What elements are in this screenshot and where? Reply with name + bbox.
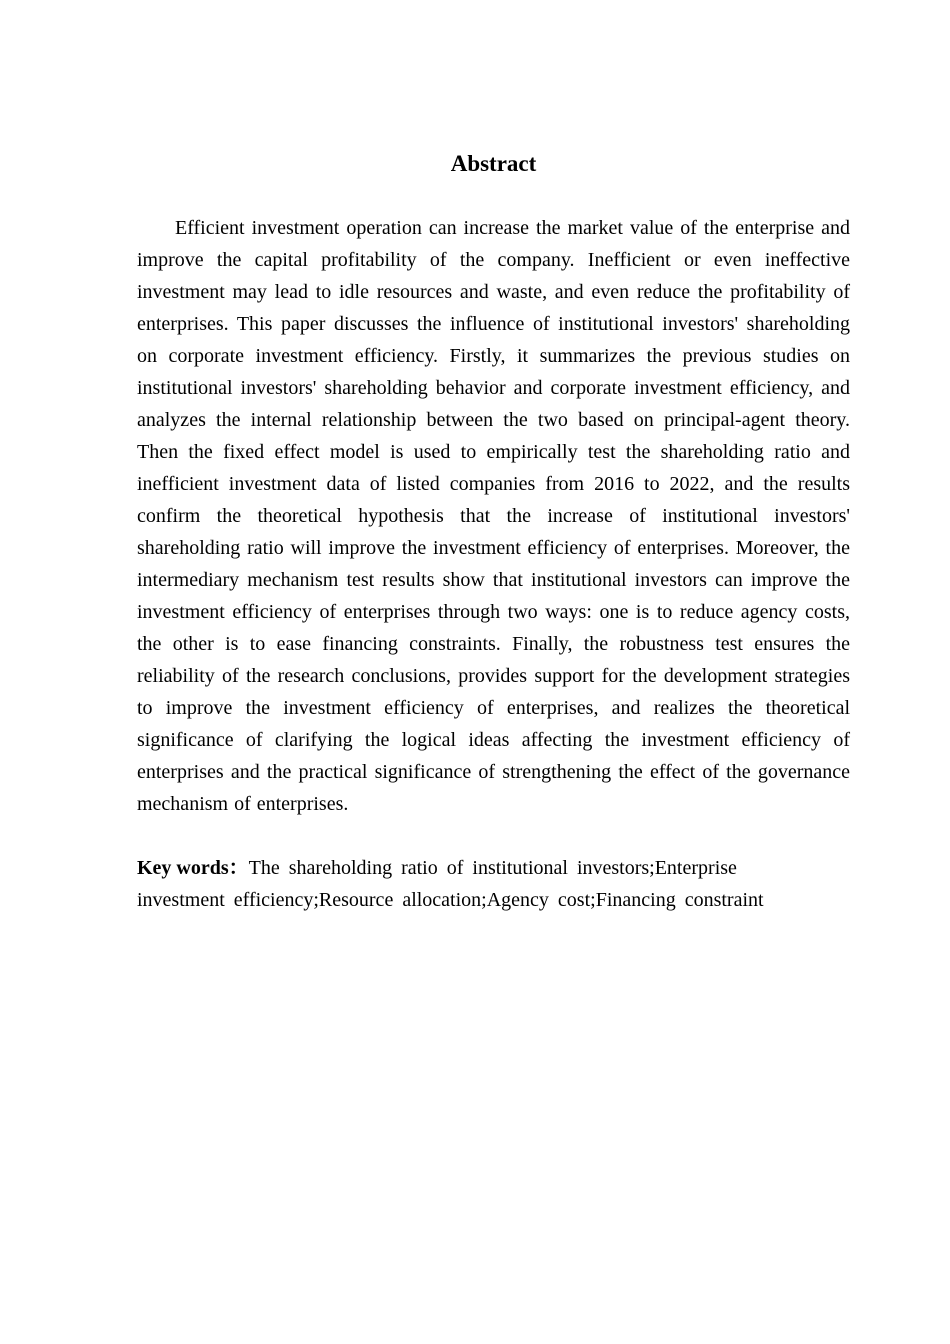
keywords-line-2: investment efficiency;Resource allocation;Agency cost;Financing constraint (137, 889, 764, 911)
abstract-title: Abstract (450, 151, 537, 176)
keywords-paragraph (137, 852, 850, 916)
keywords-separator: ： (228, 857, 249, 879)
abstract-body: Efficient investment operation can increase the market value of the enterprise and improve the capital profitability of the company. Inefficient or even ineffective investment may lead to idle resources and waste, and even reduce the profitability of enterprises. This paper discusses the influence of institutional investors' shareholding on corporate investment efficiency. Firstly, it summarizes the previous studies on institutional investors' shareholding behavior and corporate investment efficiency, and analyzes the internal relationship between the two based on principal-agent theory. Then the fixed effect model is used to empirically test the shareholding ratio and inefficient investment data of listed companies from 2016 to 2022, and the results confirm the theoretical hypothesis that the increase of institutional investors' shareholding ratio will improve the investment efficiency of enterprises. Moreover, the intermediary mechanism test results show that institutional investors can improve the investment efficiency of enterprises through two ways: one is to reduce agency costs, the other is to ease financing constraints. Finally, the robustness test ensures the reliability of the research conclusions, provides support for the development strategies to improve the investment efficiency of enterprises, and realizes the theoretical significance of clarifying the logical ideas affecting the investment efficiency of enterprises and the practical significance of strengthening the effect of the governance mechanism of enterprises. (137, 217, 850, 815)
keywords-line-1: The shareholding ratio of institutional investors;Enterprise (248, 857, 737, 879)
keywords-label: Key words (137, 857, 229, 879)
abstract-page (137, 146, 850, 916)
